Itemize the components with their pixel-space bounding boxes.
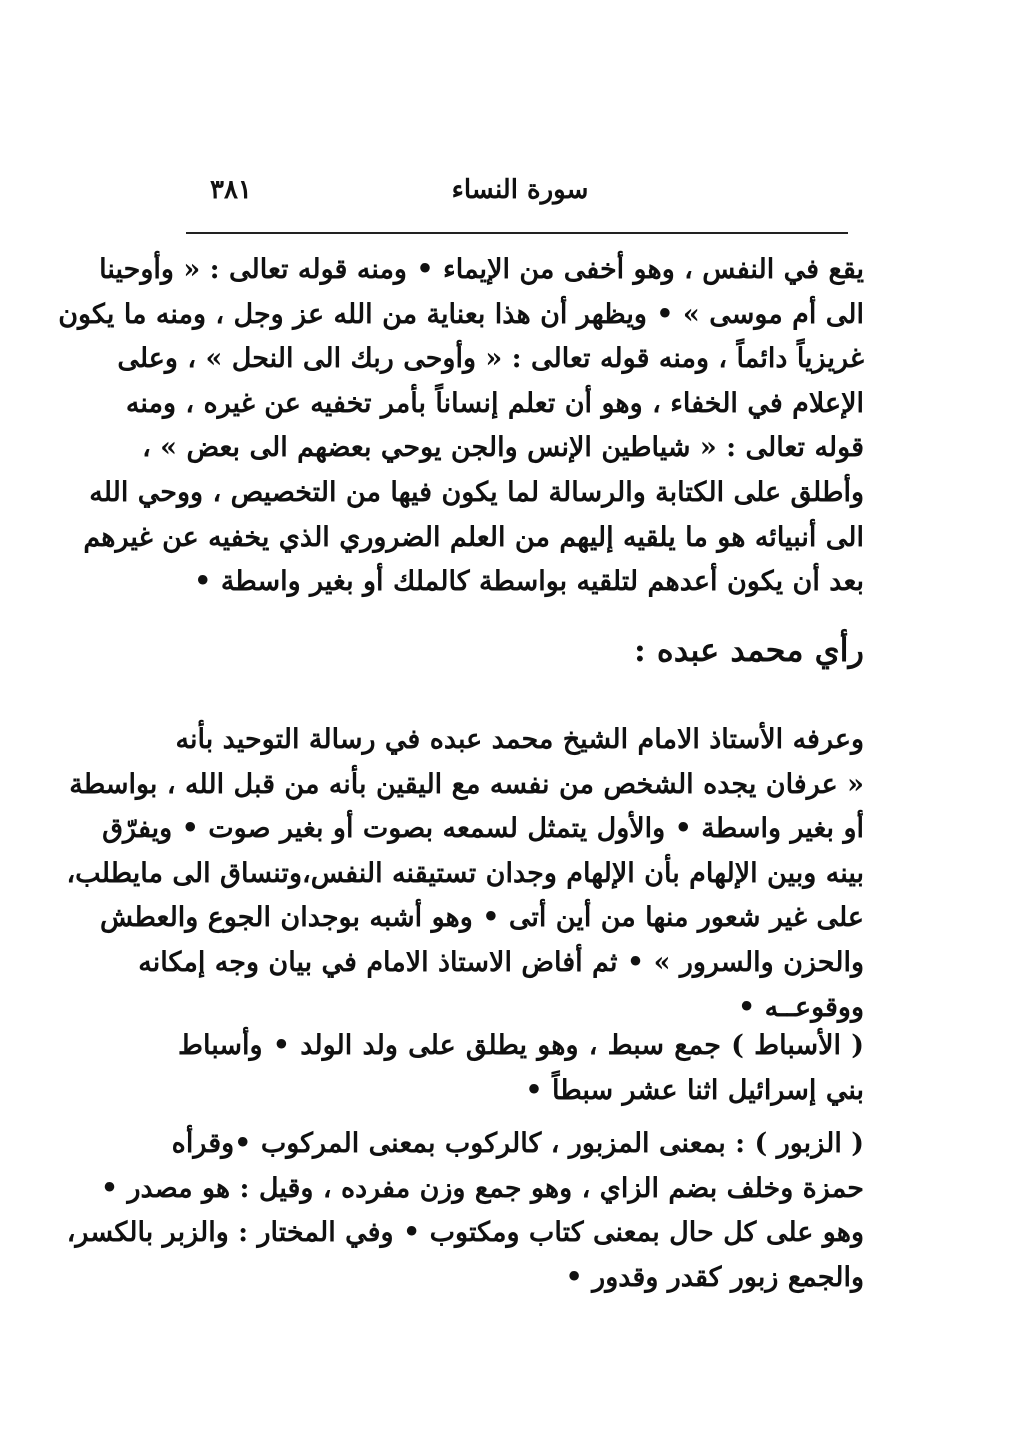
text-line: الى أم موسى » • ويظهر أن هذا بعناية من الله عز وجل ، ومنه ما يكون [58, 298, 864, 330]
text-line: الإعلام في الخفاء ، وهو أن تعلم إنساناً بأمر تخفيه عن غيره ، ومنه [125, 387, 864, 419]
text-line: بعد أن يكون أعدهم لتلقيه بواسطة كالملك أو بغير واسطة • [194, 566, 864, 598]
paragraph-wahy-meanings [58, 248, 864, 605]
paragraph-asbat [178, 1024, 864, 1113]
text-line: بني إسرائيل اثنا عشر سبطاً • [525, 1074, 864, 1106]
text-line: والجمع زبور كقدر وقدور • [565, 1261, 864, 1293]
text-line: بينه وبين الإلهام بأن الإلهام وجدان تستيقنه النفس،وتنساق الى مايطلب، [66, 857, 864, 889]
section-heading: رأي محمد عبده : [633, 631, 864, 669]
text-line: ( الزبور ) : بمعنى المزبور ، كالركوب بمعنى المركوب •وقرأه [171, 1128, 864, 1159]
paragraph-zabur [66, 1122, 864, 1300]
text-line: أو بغير واسطة • والأول يتمثل لسمعه بصوت أو بغير صوت • ويفرّق [102, 813, 864, 845]
text-line: وهو على كل حال بمعنى كتاب ومكتوب • وفي المختار : والزبر بالكسر، [66, 1217, 864, 1249]
text-line: ووقوعــه • [738, 991, 864, 1023]
text-line: والحزن والسرور » • ثم أفاض الاستاذ الامام في بيان وجه إمكانه [138, 946, 864, 978]
text-line: « عرفان يجده الشخص من نفسه مع اليقين بأنه من قبل الله ، بواسطة [69, 768, 864, 800]
page-number: ٣٨١ [210, 175, 252, 205]
text-line: ( الأسباط ) جمع سبط ، وهو يطلق على ولد الولد • وأسباط [178, 1030, 864, 1061]
text-line: قوله تعالى : « شياطين الإنس والجن يوحي بعضهم الى بعض » ، [142, 432, 864, 464]
paragraph-muhammad-abduh [66, 718, 864, 1030]
text-line: يقع في النفس ، وهو أخفى من الإيماء • ومنه قوله تعالى : « وأوحينا [99, 254, 864, 285]
text-line: وعرفه الأستاذ الامام الشيخ محمد عبده في رسالة التوحيد بأنه [175, 724, 864, 755]
running-title: سورة النساء [451, 175, 589, 205]
text-line: وأطلق على الكتابة والرسالة لما يكون فيها من التخصيص ، ووحي الله [89, 476, 864, 508]
header-divider [186, 232, 848, 234]
text-line: على غير شعور منها من أين أتى • وهو أشبه بوجدان الجوع والعطش [99, 902, 864, 934]
text-line: الى أنبيائه هو ما يلقيه إليهم من العلم الضروري الذي يخفيه عن غيرهم [83, 521, 864, 553]
text-line: حمزة وخلف بضم الزاي ، وهو جمع وزن مفرده ، وقيل : هو مصدر • [100, 1172, 864, 1204]
page-header [180, 170, 860, 210]
text-line: غريزياً دائماً ، ومنه قوله تعالى : « وأوحى ربك الى النحل » ، وعلى [117, 343, 864, 375]
